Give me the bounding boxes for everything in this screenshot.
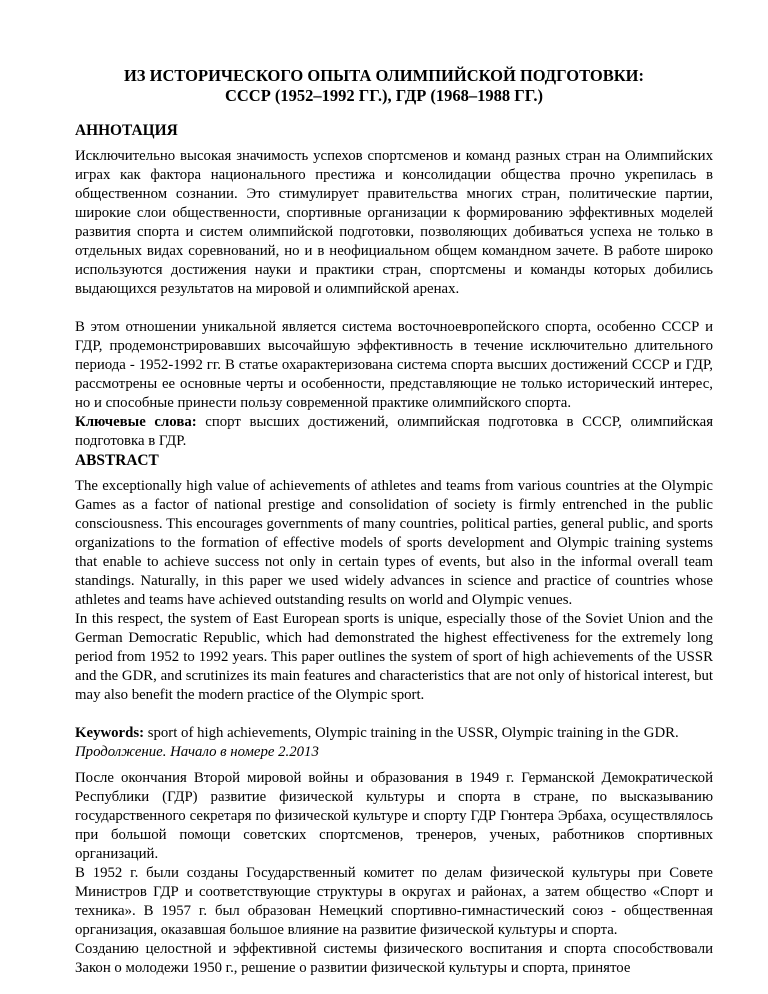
abstract-keywords (75, 724, 713, 743)
annotation-heading: АННОТАЦИЯ (75, 122, 178, 139)
abstract-keywords-text: sport of high achievements, Olympic training in the USSR, Olympic training in the GDR. (144, 725, 679, 741)
body-paragraph-2: В 1952 г. были созданы Государственный комитет по делам физической культуры при Совете Министров ГДР и соответствующие структуры в округах и районах, а затем общество «Спорт и техника». В 1957 г. был образован Немецкий спортивно-гимнастический союз - общественная организация, оказавшая большое влияние на развитие физической культуры и спорта. (75, 865, 713, 938)
body-paragraph-1: После окончания Второй мировой войны и образования в 1949 г. Германской Демократической Республики (ГДР) развитие физической культуры и спорта в стране, по высказыванию государственного секретаря по физической культуре и спорту ГДР Гюнтера Эрбаха, осуществлялось при большой помощи советских спортсменов, тренеров, ученых, работников спортивных организаций. (75, 770, 713, 862)
abstract-paragraph-1: The exceptionally high value of achievements of athletes and teams from various countries at the Olympic Games as a factor of national prestige and consolidation of society is firmly entrenched in the public consciousness. This encourages governments of many countries, political parties, general public, and sports organizations to the formation of effective models of sports development and Olympic training systems that enable to achieve success not only in certain types of events, but also in the informal overall team standings. Naturally, in this paper we used widely advances in science and practice of countries whose athletes and teams have achieved outstanding results on world and Olympic venues. (75, 478, 713, 608)
body-paragraph-3: Созданию целостной и эффективной системы физического воспитания и спорта способствовали Закон о молодежи 1950 г., решение о развитии физической культуры и спорта, принятое (75, 941, 713, 976)
article-title-line-1: ИЗ ИСТОРИЧЕСКОГО ОПЫТА ОЛИМПИЙСКОЙ ПОДГОТОВКИ: (123, 66, 645, 85)
annotation-paragraph-2: В этом отношении уникальной является система восточноевропейского спорта, особенно СССР и ГДР, продемонстрировавших высочайшую эффективность в течение исключительно длительного периода - 1952-1992 гг. В статье охарактеризована система спорта высших достижений СССР и ГДР, рассмотрены ее основные черты и особенности, представляющие не только исторический интерес, но и способные принести пользу современной практике олимпийского спорта. (75, 319, 713, 411)
abstract-keywords-label: Keywords: (75, 725, 145, 741)
annotation-keywords (75, 413, 713, 451)
annotation-paragraph-1: Исключительно высокая значимость успехов спортсменов и команд разных стран на Олимпийских играх как фактора национального престижа и консолидации общества прочно укрепилась в общественном сознании. Это стимулирует правительства многих стран, политические партии, широкие слои общественности, спортивные организации к формированию эффективных моделей развития спорта и систем олимпийской подготовки, позволяющих добиваться успеха не только в отдельных видах соревнований, но и в неофициальном общем командном зачете. В работе широко используются достижения науки и практики стран, спортсмены и команды которых добились выдающихся результатов на мировой и олимпийской аренах. (75, 148, 713, 297)
annotation-keywords-label: Ключевые слова: (75, 414, 197, 430)
abstract-heading: ABSTRACT (75, 452, 159, 469)
abstract-paragraph-2: In this respect, the system of East European sports is unique, especially those of the Soviet Union and the German Democratic Republic, which had demonstrated the highest effectiveness for the extremely long period from 1952 to 1992 years. This paper outlines the system of sport of high achievements of the USSR and the GDR, and scrutinizes its main features and characteristics that are not only of historical interest, but may also benefit the modern practice of the Olympic sport. (75, 611, 713, 703)
article-title-line-2: СССР (1952–1992 ГГ.), ГДР (1968–1988 ГГ.) (224, 86, 544, 105)
annotation-keywords-text: спорт высших достижений, олимпийская подготовка в СССР, олимпийская подготовка в ГДР. (75, 414, 714, 449)
continuation-note: Продолжение. Начало в номере 2.2013 (75, 744, 319, 760)
article-title (75, 66, 693, 106)
